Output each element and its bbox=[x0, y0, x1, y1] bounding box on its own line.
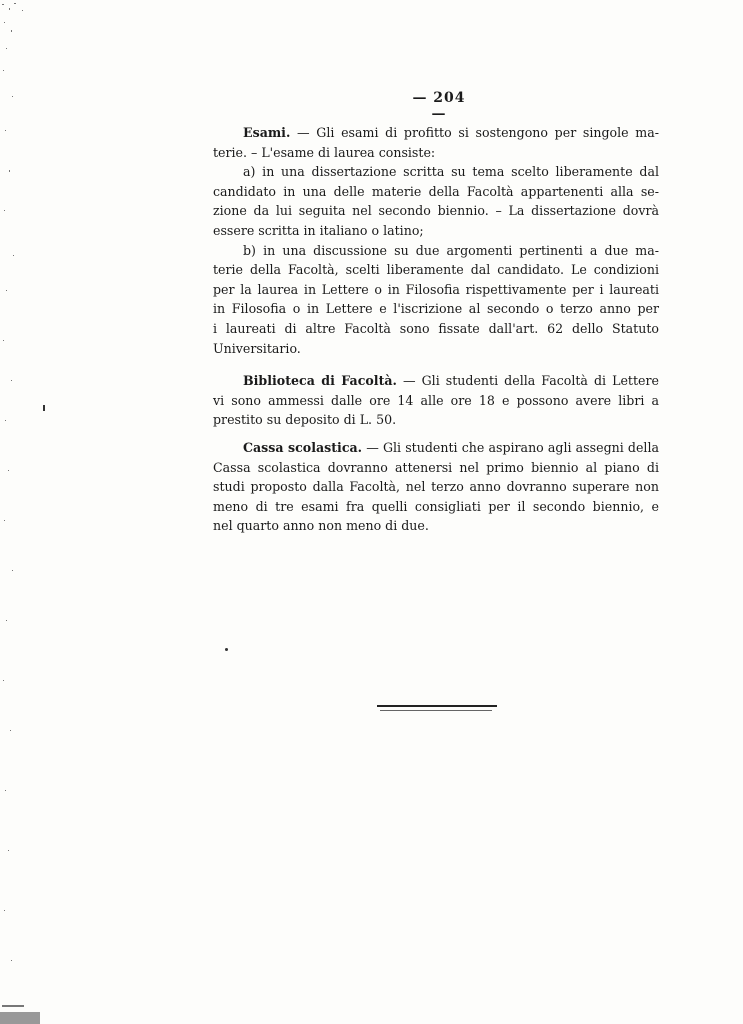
text-line: i laureati di altre Facoltà sono fissate dall'art. 62 dello Statuto bbox=[213, 320, 659, 336]
section-heading: Cassa scolastica. bbox=[243, 440, 363, 455]
end-rule bbox=[377, 705, 497, 707]
section-biblioteca bbox=[213, 371, 659, 430]
text-line: essere scritta in italiano o latino; bbox=[213, 222, 424, 238]
text-line: terie. – L'esame di laurea consiste: bbox=[213, 144, 436, 160]
text-line: Esami. — Gli esami di profitto si sostengono per singole ma- bbox=[243, 125, 659, 140]
page-number: — 204 — bbox=[412, 90, 466, 122]
scan-edge-speckle bbox=[0, 0, 40, 1024]
text-line: meno di tre esami fra quelli consigliati per il secondo biennio, e bbox=[213, 498, 659, 514]
text-line: studi proposto dalla Facoltà, nel terzo anno dovranno superare non bbox=[213, 479, 659, 495]
scan-speck bbox=[225, 648, 228, 651]
text-line: prestito su deposito di L. 50. bbox=[213, 412, 397, 428]
text-line: vi sono ammessi dalle ore 14 alle ore 18 e possono avere libri a bbox=[213, 392, 659, 408]
text-line: b) in una discussione su due argomenti pertinenti a due ma- bbox=[243, 242, 659, 258]
text-line: zione da lui seguita nel secondo biennio. – La dissertazione dovrà bbox=[213, 203, 659, 219]
section-esami bbox=[213, 123, 659, 358]
text-line: nel quarto anno non meno di due. bbox=[213, 518, 429, 534]
section-heading: Esami. bbox=[243, 125, 291, 140]
text-line: Cassa scolastica. — Gli studenti che aspirano agli assegni della bbox=[243, 440, 659, 455]
scan-speck bbox=[43, 405, 45, 411]
section-cassa-scolastica bbox=[213, 438, 659, 536]
text-line: Universitario. bbox=[213, 340, 301, 356]
text-line: terie della Facoltà, scelti liberamente dal candidato. Le condizioni bbox=[213, 262, 659, 278]
text-line: in Filosofia o in Lettere e l'iscrizione al secondo o terzo anno per bbox=[213, 301, 659, 317]
text-line: per la laurea in Lettere o in Filosofia rispettivamente per i laureati bbox=[213, 281, 659, 297]
end-rule-thin bbox=[380, 710, 492, 711]
section-heading: Biblioteca di Facoltà. bbox=[243, 373, 397, 388]
text-line: a) in una dissertazione scritta su tema scelto liberamente dal bbox=[243, 164, 659, 180]
text-line: candidato in una delle materie della Facoltà appartenenti alla se- bbox=[213, 183, 659, 199]
text-line: Cassa scolastica dovranno attenersi nel primo biennio al piano di bbox=[213, 459, 659, 475]
text-line: Biblioteca di Facoltà. — Gli studenti della Facoltà di Lettere bbox=[243, 373, 659, 388]
